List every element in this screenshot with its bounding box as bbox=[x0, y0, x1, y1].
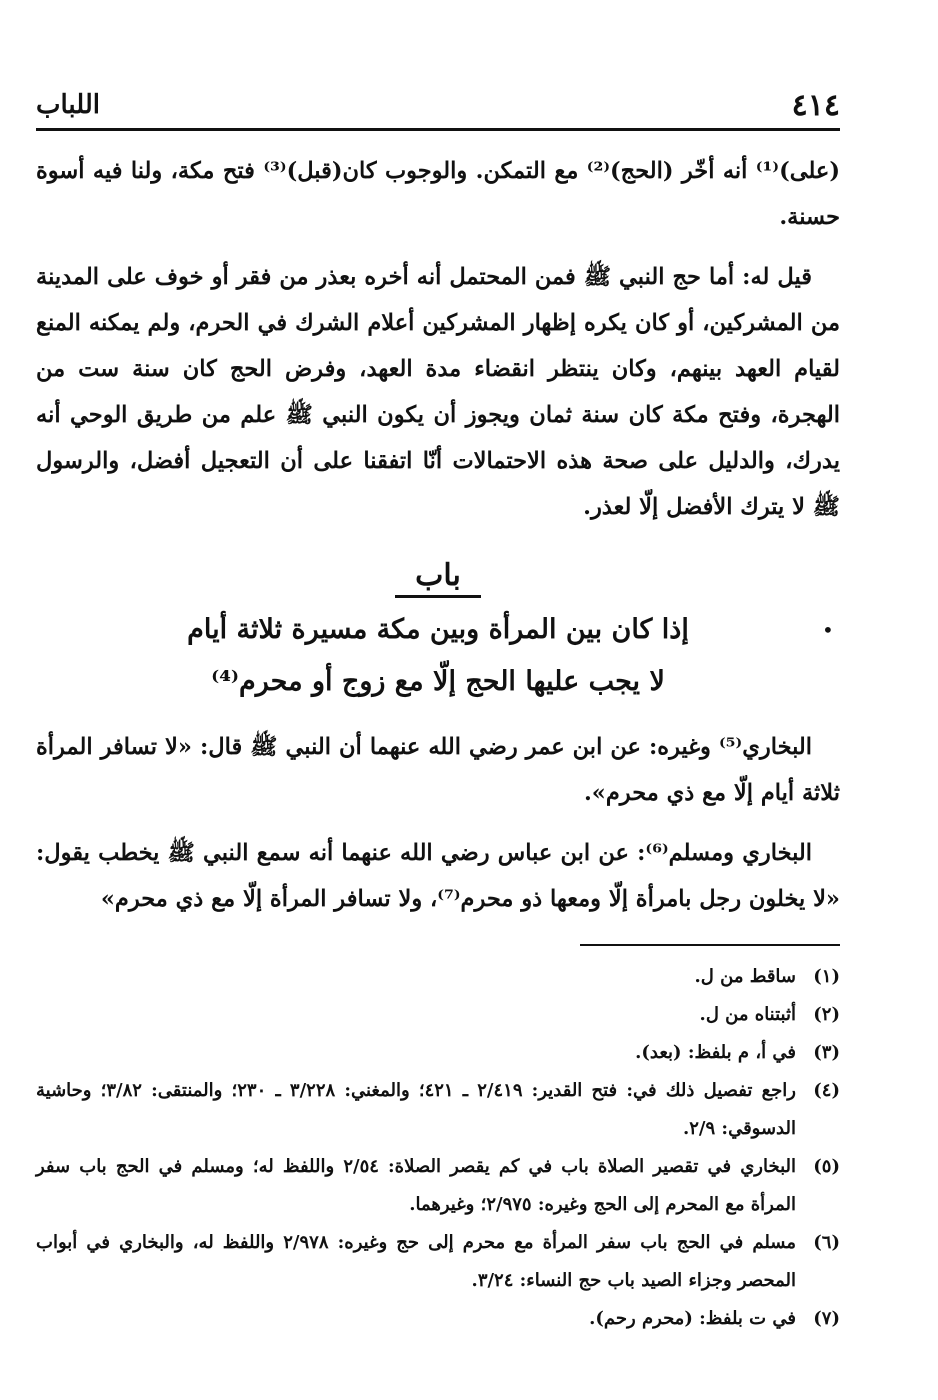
chapter-divider bbox=[36, 558, 840, 598]
margin-mark: • bbox=[822, 618, 834, 642]
paragraph-2: قيل له: أما حج النبي ﷺ فمن المحتمل أنه أخره بعذر من فقر أو خوف على المدينة من المشركين، أو كان يكره إظهار المشركين أعلام الشرك في الحرم، ولم يمكنه المنع لقيام العهد بينهم، وكان ينتظر انقضاء مدة العهد، وفرض الحج كان سنة ست من الهجرة، وفتح مكة كان سنة ثمان ويجوز أن يكون النبي ﷺ علم من طريق الوحي أنه يدرك، والدليل على صحة هذه الاحتمالات أنّا اتفقنا على أن التعجيل أفضل، والرسول ﷺ لا يترك الأفضل إلّا لعذر. bbox=[36, 264, 840, 520]
main-text bbox=[36, 148, 840, 936]
footnote-4 bbox=[36, 1072, 840, 1148]
hadith-1: البخاري⁽⁵⁾ وغيره: عن ابن عمر رضي الله عنهما أن النبي ﷺ قال: «لا تسافر المرأة ثلاثة أيام إلّا مع ذي محرم». bbox=[36, 734, 840, 806]
footnote-number: (٥) bbox=[813, 1156, 840, 1177]
footnote-number: (٧) bbox=[813, 1308, 840, 1329]
hadith-2: البخاري ومسلم⁽⁶⁾: عن ابن عباس رضي الله عنهما أنه سمع النبي ﷺ يخطب يقول: «لا يخلون رجل بامرأة إلّا ومعها ذو محرم⁽⁷⁾، ولا تسافر المرأة إلّا مع ذي محرم» bbox=[36, 840, 840, 912]
footnote-number: (١) bbox=[813, 966, 840, 987]
page-number: ٤١٤ bbox=[791, 88, 840, 123]
footnote-7 bbox=[36, 1300, 840, 1338]
footnote-text: أثبتناه من ل. bbox=[699, 1004, 796, 1025]
footnote-text: البخاري في تقصير الصلاة باب في كم يقصر الصلاة: ٢/٥٤ واللفظ له؛ ومسلم في الحج باب سفر المرأة مع المحرم إلى الحج وغيره: ٢/٩٧٥؛ وغيرهما. bbox=[36, 1156, 796, 1215]
footnote-text: في ت بلفظ: (محرم رحم). bbox=[589, 1308, 796, 1329]
footnote-number: (٢) bbox=[813, 1004, 840, 1025]
chapter-title-line-2: لا يجب عليها الحج إلّا مع زوج أو محرم⁽⁴⁾ bbox=[211, 666, 665, 697]
footnote-text: في أ، م بلفظ: (بعد). bbox=[635, 1042, 796, 1063]
footnote-number: (٣) bbox=[813, 1042, 840, 1063]
footnote-text: مسلم في الحج باب سفر المرأة مع محرم إلى حج وغيره: ٢/٩٧٨ واللفظ له، والبخاري في أبواب المحصر وجزاء الصيد باب حج النساء: ٣/٢٤. bbox=[36, 1232, 796, 1291]
footnote-3 bbox=[36, 1034, 840, 1072]
footnote-rule bbox=[580, 944, 840, 946]
running-title: اللباب bbox=[36, 90, 100, 120]
footnote-6 bbox=[36, 1224, 840, 1300]
footnote-text: ساقط من ل. bbox=[694, 966, 796, 987]
footnote-1 bbox=[36, 958, 840, 996]
footnote-number: (٤) bbox=[813, 1080, 840, 1101]
chapter-title-line-1: إذا كان بين المرأة وبين مكة مسيرة ثلاثة أيام bbox=[187, 614, 689, 645]
chapter-word: باب bbox=[395, 558, 481, 598]
page-header bbox=[36, 84, 840, 131]
footnote-2 bbox=[36, 996, 840, 1034]
footnote-5 bbox=[36, 1148, 840, 1224]
chapter-title bbox=[36, 604, 840, 708]
paragraph-1: (على)⁽¹⁾ أنه أخّر (الحج)⁽²⁾ مع التمكن. والوجوب كان(قبل)⁽³⁾ فتح مكة، ولنا فيه أسوة حسنة. bbox=[36, 158, 840, 230]
footnote-text: راجع تفصيل ذلك في: فتح القدير: ٢/٤١٩ ـ ٤٢١؛ والمغني: ٣/٢٢٨ ـ ٢٣٠؛ والمنتقى: ٣/٨٢؛ وحاشية الدسوقي: ٢/٩. bbox=[36, 1080, 796, 1139]
footnote-number: (٦) bbox=[813, 1232, 840, 1253]
footnotes bbox=[36, 944, 840, 1338]
